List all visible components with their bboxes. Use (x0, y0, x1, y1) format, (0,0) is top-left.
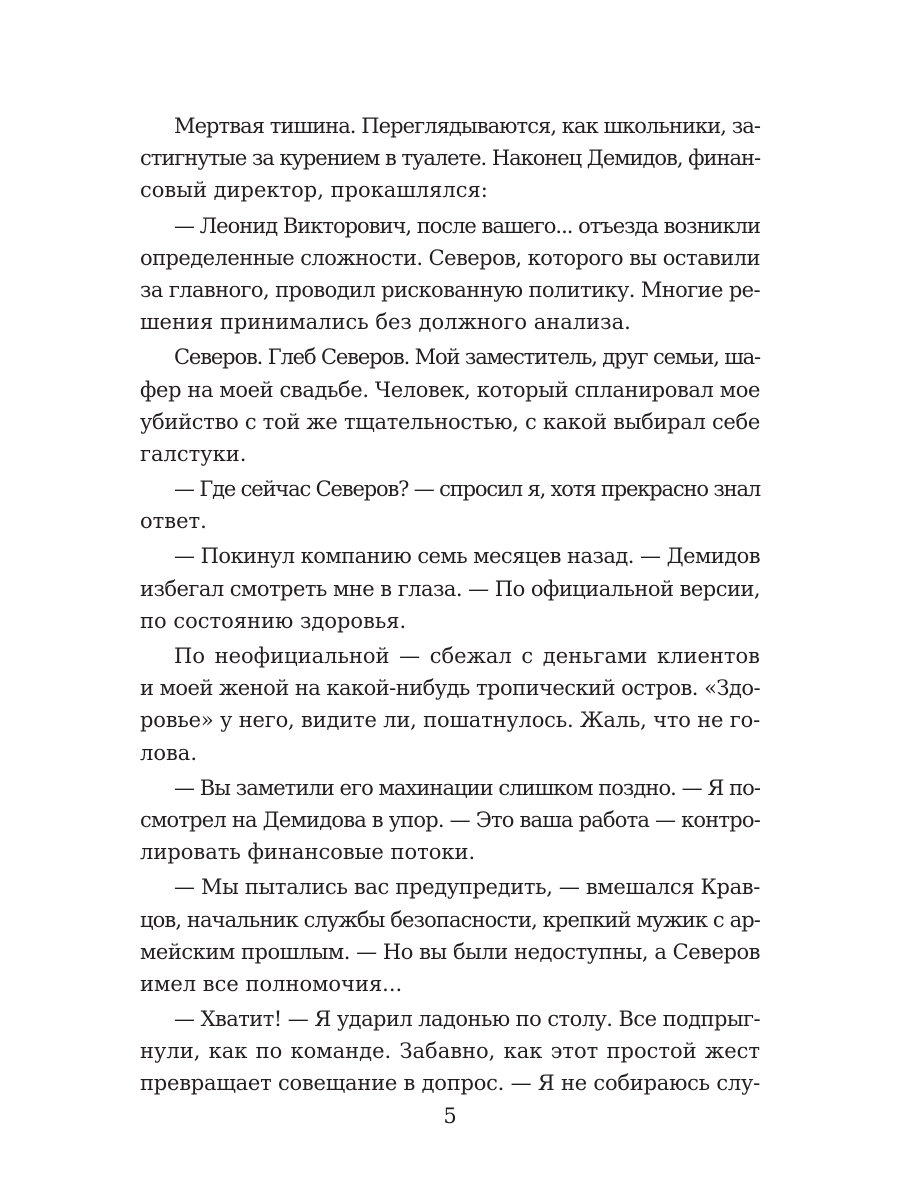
text-line: убийство с той же тщательностью, с какой выбирал себе (140, 409, 761, 434)
text-line: Мертвая тишина. Переглядываются, как школьники, за- (174, 114, 760, 138)
paragraph (140, 341, 760, 470)
text-line: лировать финансовые потоки. (140, 840, 476, 865)
text-line: и моей женой на какой-нибудь тропический остров. «Здо- (140, 676, 760, 701)
text-line: — Мы пытались вас предупредить, — вмешался Крав- (174, 875, 760, 900)
text-line: — Где сейчас Северов? — спросил я, хотя прекрасно знал (174, 477, 761, 502)
paragraph (140, 772, 760, 869)
text-line: совый директор, прокашлялся: (140, 178, 488, 203)
paragraph (140, 210, 760, 339)
text-line: ровье» у него, видите ли, пошатнулось. Жаль, что не го- (140, 708, 760, 733)
text-line: — Хватит! — Я ударил ладонью по столу. Все подпрыг- (174, 1007, 761, 1032)
text-line: смотрел на Демидова в упор. — Это ваша работа — контро- (140, 807, 761, 832)
text-line: Северов. Глеб Северов. Мой заместитель, друг семьи, ша- (174, 345, 760, 370)
text-line: ответ. (140, 509, 207, 534)
text-line: — Вы заметили его махинации слишком поздно. — Я по- (174, 775, 761, 800)
text-line: — Леонид Викторович, после вашего... отъезда возникли (174, 213, 760, 238)
text-line: — Покинул компанию семь месяцев назад. — Демидов (174, 544, 760, 569)
text-line: галстуки. (140, 441, 247, 466)
text-line: По неофициальной — сбежал с деньгами клиентов (174, 644, 760, 668)
paragraph (140, 110, 760, 207)
text-line: мейским прошлым. — Но вы были недоступны, а Северов (140, 939, 761, 964)
paragraph (140, 473, 760, 537)
text-line: избегал смотреть мне в глаза. — По официальной версии, (140, 576, 761, 601)
body-text (140, 110, 760, 1100)
page-number: 5 (443, 1104, 457, 1128)
paragraph (140, 1003, 760, 1100)
paragraph (140, 871, 760, 1000)
text-line: фер на моей свадьбе. Человек, который спланировал мое (140, 377, 760, 402)
text-line: стигнутые за курением в туалете. Наконец Демидов, финан- (140, 146, 761, 171)
text-line: нули, как по команде. Забавно, как этот простой жест (140, 1039, 760, 1064)
text-line: по состоянию здоровья. (140, 608, 407, 633)
text-line: имел все полномочия... (140, 971, 403, 996)
text-line: лова. (140, 740, 198, 765)
text-line: превращает совещание в допрос. — Я не собираюсь слу- (140, 1071, 761, 1096)
text-line: цов, начальник службы безопасности, крепкий мужик с ар- (140, 907, 761, 932)
text-line: за главного, проводил рискованную политику. Многие ре- (140, 277, 760, 302)
text-line: шения принимались без должного анализа. (140, 310, 631, 335)
paragraph (140, 540, 760, 637)
paragraph (140, 640, 760, 769)
text-line: определенные сложности. Северов, которого вы оставили (140, 245, 760, 270)
